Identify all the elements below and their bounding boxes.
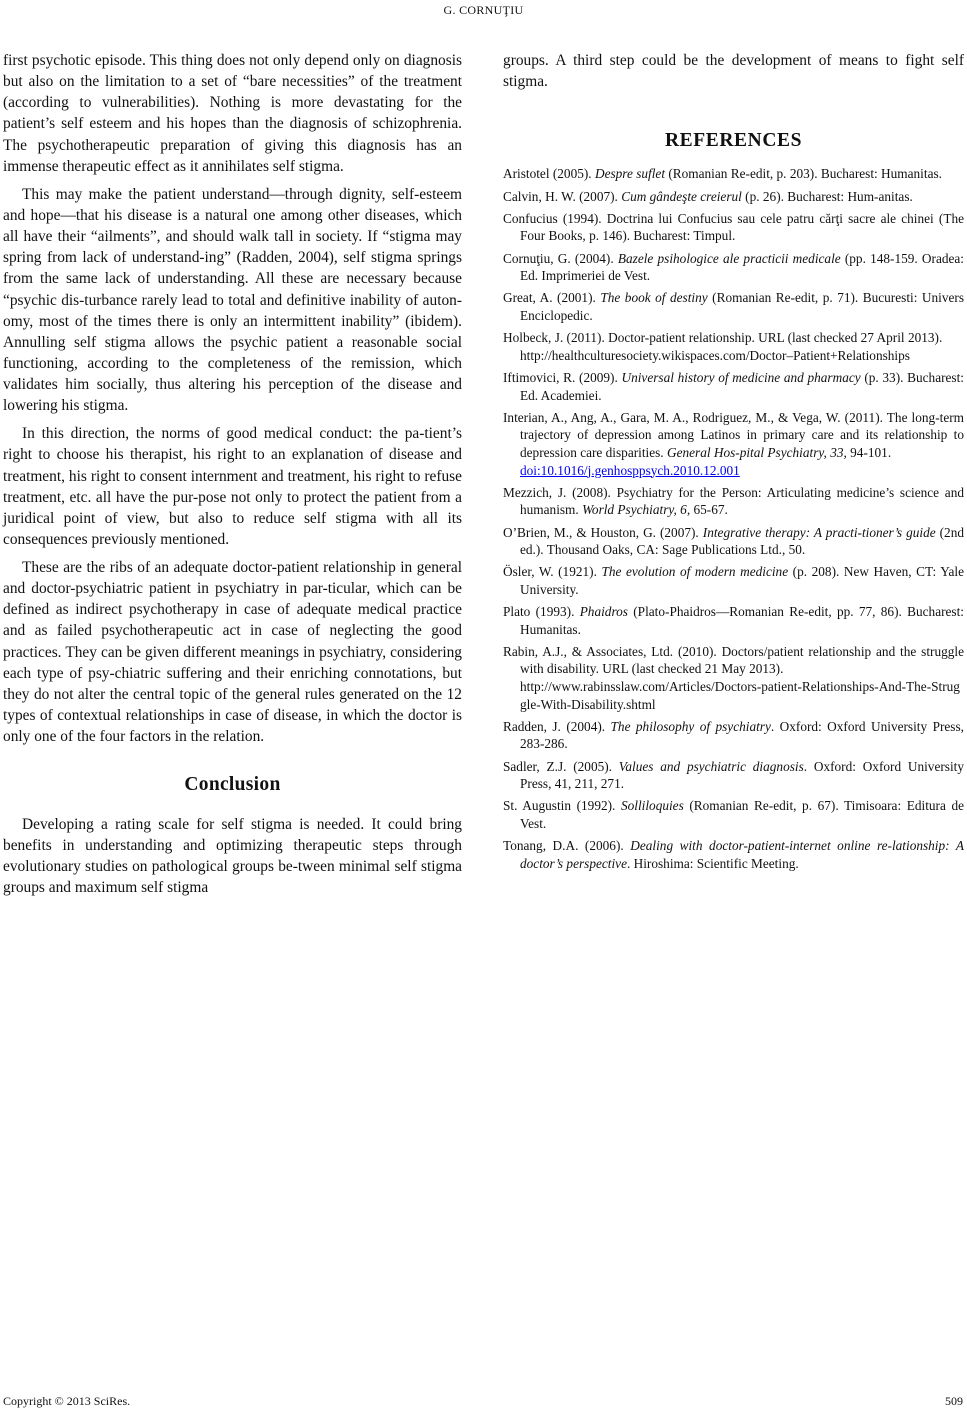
reference-text: Radden, J. (2004). bbox=[503, 718, 611, 734]
page-number: 509 bbox=[945, 1394, 963, 1408]
reference-item bbox=[503, 210, 964, 245]
copyright-footer: Copyright © 2013 SciRes. bbox=[3, 1394, 131, 1408]
reference-text: Sadler, Z.J. (2005). bbox=[503, 758, 619, 774]
reference-item bbox=[503, 409, 964, 479]
reference-item bbox=[503, 329, 964, 364]
reference-item bbox=[503, 758, 964, 793]
body-paragraph: first psychotic episode. This thing does not only depend only on diagnosis but also on the limitation to a set of “bare necessities” of the treatment (according to vulnerabilities). Nothing is more devastating for the patient’s self esteem and his hopes than the diagnosis of schizophrenia. The psychotherapeutic preparation of giving this diagnosis has an immense therapeutic effect as it annihilates self stigma. bbox=[3, 52, 462, 175]
reference-item bbox=[503, 643, 964, 713]
reference-item bbox=[503, 563, 964, 598]
reference-text: (Romanian Re-edit, p. 203). Bucharest: Humanitas. bbox=[665, 166, 942, 182]
reference-title: Cum gândeşte creierul bbox=[621, 188, 742, 204]
reference-item bbox=[503, 603, 964, 638]
reference-item bbox=[503, 484, 964, 519]
reference-text: (Romanian Re-edit, p. 67). Timisoara: Editura de Vest. bbox=[520, 798, 964, 831]
right-column bbox=[503, 50, 964, 877]
reference-url[interactable]: http://www.rabinsslaw.com/Articles/Doctors-patient-Relationships-And-The-Struggle-With-Disability.shtml bbox=[520, 679, 960, 712]
body-paragraph: This may make the patient understand—through dignity, self-esteem and hope—that his disease is a natural one among other diseases, which all have their “ailments”, and should walk tall in society. If “stigma may spring from lack of understand-ing” (Radden, 2004), self stigma springs from the same lack of understanding. All these are necessary because “psychic dis-turbance rarely lead to total and definitive inability of auton-omy, most of the times there is only an intermittent inability” (ibidem). Annulling self stigma allows the psychic patient a reasonable social functioning, according to the completeness of the remission, which validates him socially, thus altering his perception of the disease and lowering his stigma. bbox=[3, 185, 462, 415]
reference-title: Dealing with doctor-patient-internet online re-lationship: A doctor’s perspective bbox=[520, 838, 964, 871]
reference-text: . Oxford: Oxford University Press, 41, 211, 271. bbox=[520, 758, 965, 792]
reference-text: (2nd ed.). Thousand Oaks, CA: Sage Publications Ltd., 50. bbox=[520, 524, 965, 558]
reference-doi-link[interactable]: doi:10.1016/j.genhosppsych.2010.12.001 bbox=[520, 462, 740, 478]
body-paragraph: groups. A third step could be the development of means to fight self stigma. bbox=[503, 52, 964, 91]
reference-text: (p. 33). Bucharest: Ed. Academiei. bbox=[520, 369, 964, 403]
reference-text: 65-67. bbox=[690, 502, 728, 518]
reference-title: The philosophy of psychiatry bbox=[610, 718, 771, 734]
reference-text: (p. 208). New Haven, CT: Yale University. bbox=[520, 564, 964, 597]
reference-text: Confucius (1994). Doctrina lui Confucius sau cele patru cărţi sacre ale chinei (The Four Books, p. 146). Bucharest: Timpul. bbox=[503, 210, 964, 244]
conclusion-heading: Conclusion bbox=[184, 774, 281, 796]
reference-item bbox=[503, 369, 964, 404]
reference-text: (p. 26). Bucharest: Hum-anitas. bbox=[741, 188, 913, 204]
reference-text: Mezzich, J. (2008). Psychiatry for the Person: Articulating medicine’s science and humanism. bbox=[503, 484, 964, 518]
running-head: G. CORNUŢIU bbox=[443, 3, 524, 17]
reference-title: Universal history of medicine and pharmacy bbox=[621, 369, 861, 385]
reference-text: O’Brien, M., & Houston, G. (2007). bbox=[503, 524, 703, 540]
body-paragraph: In this direction, the norms of good medical conduct: the pa-tient’s right to choose his therapist, his right to an explanation of disease and treatment, his right to consent internment and treatment, his right to refuse treatment, etc. all have the pur-pose not only to protect the patient from a juridical point of view, but also to reduce self stigma with all its consequences previously mentioned. bbox=[3, 425, 462, 549]
reference-title: Solliloquies bbox=[620, 798, 684, 814]
reference-text: . Oxford: Oxford University Press, 283-286. bbox=[520, 718, 964, 752]
reference-text: Tonang, D.A. (2006). bbox=[503, 838, 631, 854]
reference-text: (pp. 148-159. Oradea: Ed. Imprimeriei de Vest. bbox=[520, 250, 965, 284]
reference-text: St. Augustin (1992). bbox=[503, 798, 621, 814]
references-heading: REFERENCES bbox=[664, 130, 803, 152]
reference-title: Bazele psihologice ale practicii medicale bbox=[617, 250, 841, 266]
reference-text: (Plato-Phaidros—Romanian Re-edit, pp. 77, 86). Bucharest: Humanitas. bbox=[520, 604, 964, 637]
reference-text: 94-101. bbox=[846, 444, 892, 460]
reference-title: Despre suflet bbox=[594, 166, 666, 182]
reference-text: Iftimovici, R. (2009). bbox=[503, 369, 622, 385]
reference-text: Great, A. (2001). bbox=[503, 290, 601, 306]
reference-text: Rabin, A.J., & Associates, Ltd. (2010). Doctors/patient relationship and the struggle with disability. URL (last checked 21 May 2013). bbox=[503, 643, 964, 677]
reference-text: Cornuţiu, G. (2004). bbox=[503, 250, 618, 266]
conclusion-paragraph: Developing a rating scale for self stigma is needed. It could bring benefits in understanding and optimizing therapeutic steps through evolutionary studies on pathological groups be-tween minimal self stigma groups and maximum self stigma bbox=[3, 815, 462, 897]
reference-text: Plato (1993). bbox=[503, 604, 580, 620]
reference-title: The evolution of modern medicine bbox=[601, 564, 789, 580]
reference-title: Integrative therapy: A practi-tioner’s guide bbox=[702, 524, 936, 540]
reference-title: Phaidros bbox=[579, 604, 628, 620]
reference-title: The book of destiny bbox=[600, 290, 708, 306]
reference-item bbox=[503, 837, 964, 872]
reference-item bbox=[503, 289, 964, 324]
reference-text: (Romanian Re-edit, p. 71). Bucuresti: Univers Enciclopedic. bbox=[520, 290, 964, 323]
reference-item bbox=[503, 188, 964, 206]
reference-url[interactable]: http://healthculturesociety.wikispaces.com/Doctor–Patient+Relationships bbox=[520, 347, 910, 363]
reference-title: Values and psychiatric diagnosis bbox=[618, 758, 804, 774]
reference-item bbox=[503, 718, 964, 753]
reference-text: Holbeck, J. (2011). Doctor-patient relationship. URL (last checked 27 April 2013). bbox=[503, 330, 943, 346]
body-paragraph: These are the ribs of an adequate doctor-patient relationship in general and doctor-psychiatric patient in psychiatry in par-ticular, which can be defined as indirect psychotherapy in case of adequate medical practice and as failed psychotherapeutic act in case of neglecting the good practices. They can be given different meanings in psychiatry, considering each type of psy-chiatric suffering and their enriching connotations, but they do not alter the central topic of the general rules generated on the 12 types of contextual relationships in case of disease, in which the doctor is only one of the four factors in the relation. bbox=[3, 558, 462, 746]
reference-item bbox=[503, 524, 964, 559]
reference-title: General Hos-pital Psychiatry, 33, bbox=[666, 444, 847, 460]
reference-text: Interian, A., Ang, A., Gara, M. A., Rodriguez, M., & Vega, W. (2011). The long-term trajectory of depression among Latinos in primary care and its relationship to depression care disparities. bbox=[503, 409, 964, 460]
reference-text: . Hiroshima: Scientific Meeting. bbox=[626, 855, 799, 871]
reference-text: Calvin, H. W. (2007). bbox=[503, 188, 622, 204]
references-list bbox=[503, 165, 964, 872]
left-column bbox=[3, 50, 462, 905]
reference-text: Ösler, W. (1921). bbox=[503, 564, 602, 580]
reference-title: World Psychiatry, 6, bbox=[582, 502, 691, 518]
reference-item bbox=[503, 165, 964, 183]
reference-text: Aristotel (2005). bbox=[503, 166, 595, 182]
reference-item bbox=[503, 250, 964, 285]
reference-item bbox=[503, 797, 964, 832]
